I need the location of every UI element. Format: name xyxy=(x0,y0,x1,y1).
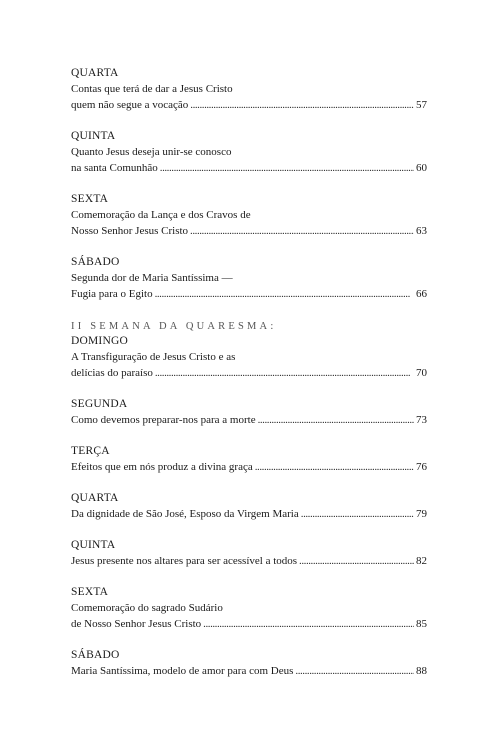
dot-leader xyxy=(190,223,414,239)
entry-title-text: na santa Comunhão xyxy=(71,162,158,174)
entry-day: SEGUNDA xyxy=(71,398,128,410)
toc-entry xyxy=(71,491,427,522)
entry-title-line: Quanto Jesus deseja unir-se conosco xyxy=(71,146,232,158)
entry-title-last-line xyxy=(71,459,427,475)
entry-title-line: Comemoração da Lança e dos Cravos de xyxy=(71,209,251,221)
entry-title-line: Segunda dor de Maria Santíssima — xyxy=(71,272,233,284)
page-number: 82 xyxy=(416,555,427,567)
page-number: 79 xyxy=(416,508,427,520)
page-number: 57 xyxy=(416,99,427,111)
toc-entry xyxy=(71,585,427,632)
entry-title-text: Nosso Senhor Jesus Cristo xyxy=(71,225,189,237)
entry-day: DOMINGO xyxy=(71,335,128,347)
entry-title-text: quem não segue a vocação xyxy=(71,99,189,111)
page-number: 76 xyxy=(416,461,427,473)
dot-leader xyxy=(155,286,414,302)
toc-entry xyxy=(71,255,427,302)
entry-title-last-line xyxy=(71,663,427,679)
entry-title-text: de Nosso Senhor Jesus Cristo xyxy=(71,618,202,630)
page-number: 66 xyxy=(416,288,427,300)
entry-title-last-line xyxy=(71,286,427,302)
entry-title-last-line xyxy=(71,365,427,381)
entry-title-line: A Transfiguração de Jesus Cristo e as xyxy=(71,351,236,363)
entry-day: QUARTA xyxy=(71,67,119,79)
page-number: 63 xyxy=(416,225,427,237)
page-number: 88 xyxy=(416,665,427,677)
entry-day: TERÇA xyxy=(71,445,110,457)
dot-leader xyxy=(295,663,414,679)
entry-title-last-line xyxy=(71,616,427,632)
page-number: 60 xyxy=(416,162,427,174)
entry-day: SEXTA xyxy=(71,193,109,205)
dot-leader xyxy=(155,365,414,381)
dot-leader xyxy=(190,97,414,113)
entry-day: QUINTA xyxy=(71,539,116,551)
dot-leader xyxy=(203,616,414,632)
toc-entry xyxy=(71,538,427,569)
table-of-contents xyxy=(71,66,427,695)
week-heading: II SEMANA DA QUARESMA: xyxy=(71,321,277,332)
dot-leader xyxy=(160,160,414,176)
dot-leader xyxy=(258,412,414,428)
entry-day: QUARTA xyxy=(71,492,119,504)
page-number: 85 xyxy=(416,618,427,630)
entry-title-text: Fugia para o Egito xyxy=(71,288,153,300)
entry-title-text: delícias do paraíso xyxy=(71,367,153,379)
entry-title-last-line xyxy=(71,412,427,428)
entry-title-last-line xyxy=(71,506,427,522)
toc-entry xyxy=(71,444,427,475)
entry-day: SEXTA xyxy=(71,586,109,598)
dot-leader xyxy=(255,459,414,475)
entry-day: SÁBADO xyxy=(71,649,120,661)
entry-title-text: Efeitos que em nós produz a divina graça xyxy=(71,461,253,473)
entry-title-text: Da dignidade de São José, Esposo da Virgem Maria xyxy=(71,508,299,520)
toc-entry xyxy=(71,648,427,679)
entry-title-text: Jesus presente nos altares para ser acessível a todos xyxy=(71,555,298,567)
entry-title-line: Comemoração do sagrado Sudário xyxy=(71,602,223,614)
entry-title-last-line xyxy=(71,553,427,569)
toc-entry xyxy=(71,192,427,239)
entry-title-text: Como devemos preparar-nos para a morte xyxy=(71,414,256,426)
entry-title-last-line xyxy=(71,223,427,239)
entry-day: QUINTA xyxy=(71,130,116,142)
toc-entry xyxy=(71,334,427,381)
page-number: 73 xyxy=(416,414,427,426)
entry-title-last-line xyxy=(71,97,427,113)
toc-entry xyxy=(71,66,427,113)
dot-leader xyxy=(301,506,414,522)
entry-title-last-line xyxy=(71,160,427,176)
dot-leader xyxy=(299,553,414,569)
entry-title-line: Contas que terá de dar a Jesus Cristo xyxy=(71,83,233,95)
toc-entry xyxy=(71,397,427,428)
entry-title-text: Maria Santíssima, modelo de amor para com Deus xyxy=(71,665,294,677)
toc-entry xyxy=(71,129,427,176)
page-number: 70 xyxy=(416,367,427,379)
entry-day: SÁBADO xyxy=(71,256,120,268)
